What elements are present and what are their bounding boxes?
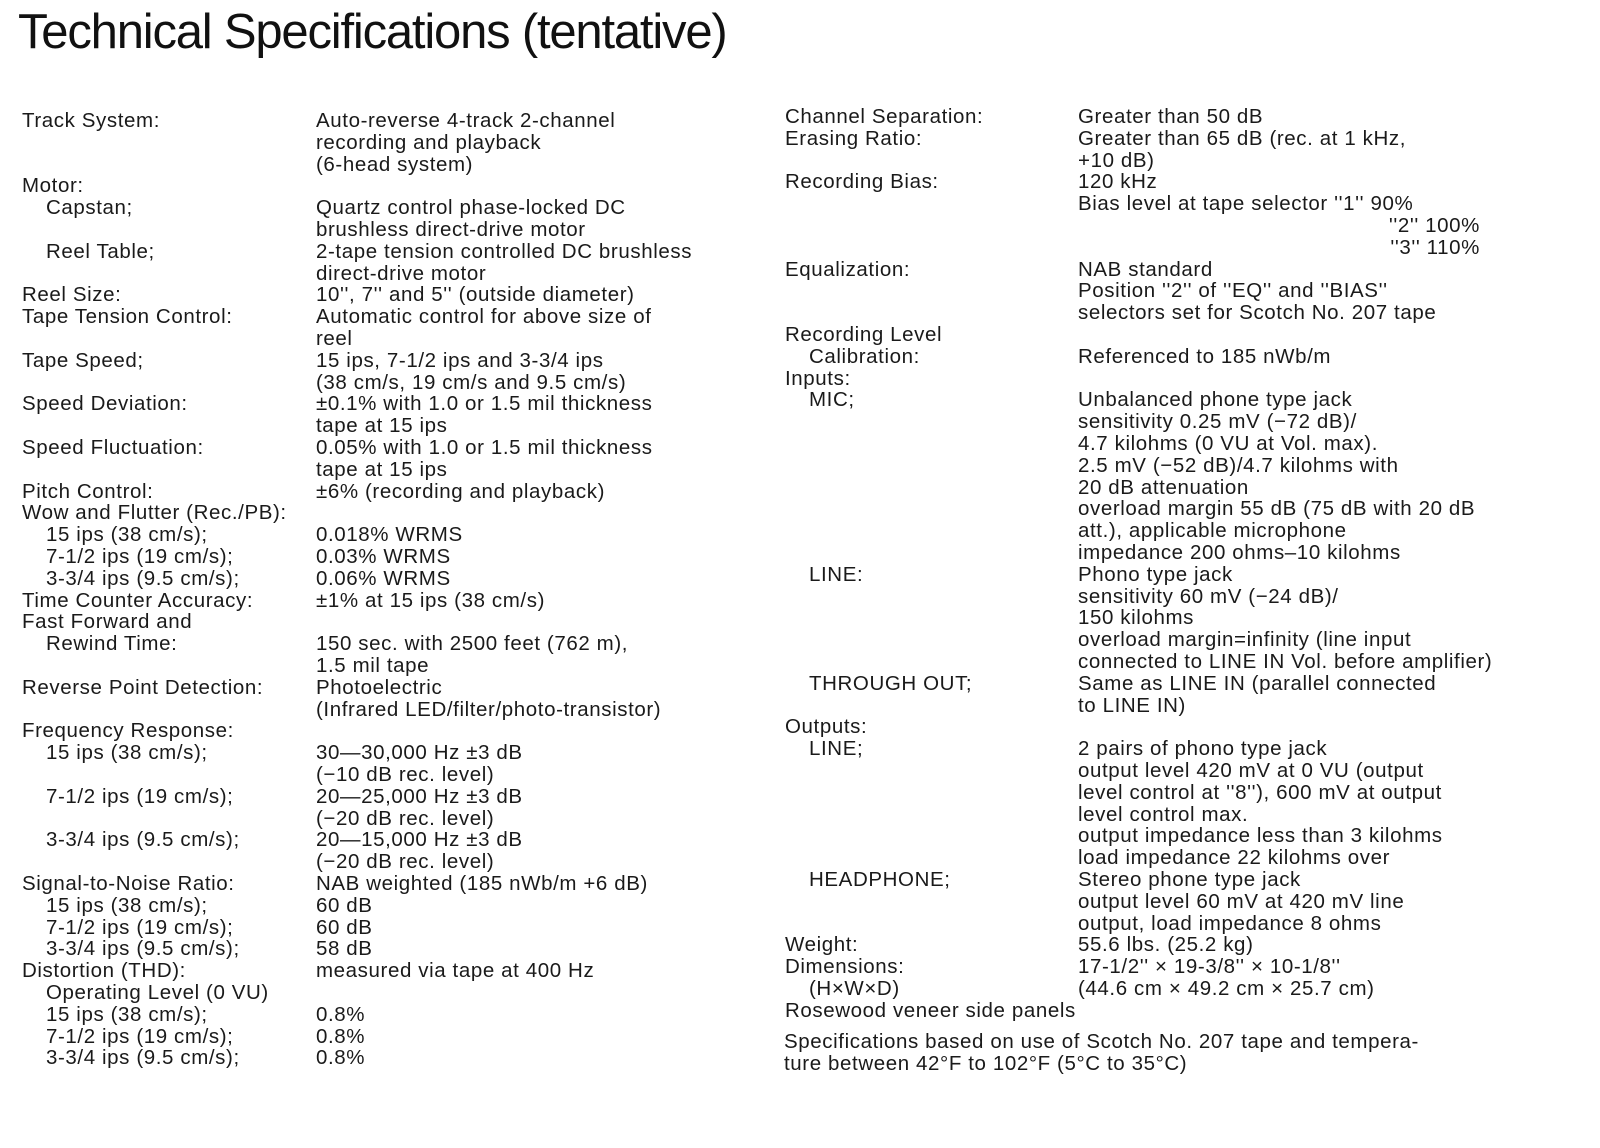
spec-label: Operating Level (0 VU) <box>46 981 269 1004</box>
spec-value: Auto-reverse 4-track 2-channel <box>316 109 616 132</box>
spec-value: 0.018% WRMS <box>316 523 463 547</box>
spec-row <box>0 520 1600 542</box>
spec-label: LINE; <box>809 737 864 761</box>
spec-value: Referenced to 185 nWb/m <box>1078 344 1332 368</box>
spec-value: 150 sec. with 2500 feet (762 m), <box>316 632 629 656</box>
spec-label: Track System: <box>22 109 161 132</box>
spec-value: 30—30,000 Hz ±3 dB <box>316 741 523 765</box>
spec-row <box>0 411 1600 433</box>
spec-label: Equalization: <box>785 257 911 281</box>
spec-value: 10'', 7'' and 5'' (outside diameter) <box>316 283 635 307</box>
spec-label: Speed Fluctuation: <box>22 436 204 459</box>
spec-value: to LINE IN) <box>1078 693 1186 717</box>
spec-label: Rosewood veneer side panels <box>785 998 1076 1022</box>
spec-value: (6-head system) <box>316 152 474 176</box>
spec-row <box>0 913 1600 935</box>
spec-value: measured via tape at 400 Hz <box>316 959 595 983</box>
spec-label: Tape Speed; <box>22 348 144 372</box>
spec-label: Inputs: <box>785 366 851 390</box>
footer-note-line-2: ture between 42°F to 102°F (5°C to 35°C) <box>784 1052 1188 1075</box>
spec-row <box>0 760 1600 782</box>
spec-label: Channel Separation: <box>785 105 984 128</box>
spec-label: Wow and Flutter (Rec./PB): <box>22 501 287 525</box>
spec-value: 0.8% <box>316 1046 366 1070</box>
spec-label: 7-1/2 ips (19 cm/s); <box>46 915 234 939</box>
spec-row <box>0 1000 1600 1022</box>
spec-value: level control at ''8''), 600 mV at output <box>1078 780 1442 804</box>
spec-value: 17-1/2'' × 19-3/8'' × 10-1/8'' <box>1078 955 1341 979</box>
spec-label: Speed Deviation: <box>22 392 188 416</box>
spec-row <box>0 150 1600 172</box>
spec-row <box>0 324 1600 346</box>
spec-value: 2-tape tension controlled DC brushless <box>316 239 693 263</box>
spec-label: THROUGH OUT; <box>809 671 973 695</box>
spec-label: Rewind Time: <box>46 632 178 656</box>
spec-label: Pitch Control: <box>22 479 154 503</box>
spec-label: Calibration: <box>809 344 920 368</box>
spec-value: Unbalanced phone type jack <box>1078 388 1353 412</box>
spec-value: 120 kHz <box>1078 170 1158 194</box>
spec-value: Stereo phone type jack <box>1078 868 1301 891</box>
spec-value: Greater than 50 dB <box>1078 105 1264 128</box>
spec-value: ±0.1% with 1.0 or 1.5 mil thickness <box>316 392 653 416</box>
spec-row <box>0 847 1600 869</box>
spec-label: 15 ips (38 cm/s); <box>46 523 208 547</box>
spec-label: Motor: <box>22 174 84 198</box>
spec-row <box>0 542 1600 564</box>
spec-value: brushless direct-drive motor <box>316 218 586 241</box>
spec-value: NAB standard <box>1078 257 1213 281</box>
spec-row <box>0 477 1600 499</box>
spec-value: overload margin=infinity (line input <box>1078 628 1412 652</box>
spec-value: sensitivity 0.25 mV (−72 dB)/ <box>1078 410 1357 434</box>
spec-label: Erasing Ratio: <box>785 126 923 150</box>
spec-row <box>0 891 1600 913</box>
spec-label: LINE: <box>809 562 864 586</box>
spec-label: Tape Tension Control: <box>22 305 233 329</box>
spec-label: Capstan; <box>46 196 133 220</box>
spec-value: Automatic control for above size of <box>316 305 652 329</box>
spec-value: Quartz control phase-locked DC <box>316 196 626 220</box>
spec-label: 15 ips (38 cm/s); <box>46 893 208 917</box>
spec-label: Fast Forward and <box>22 610 193 634</box>
spec-label: Recording Bias: <box>785 170 939 194</box>
spec-row <box>0 193 1600 215</box>
spec-value: (38 cm/s, 19 cm/s and 9.5 cm/s) <box>316 370 627 394</box>
spec-row <box>0 128 1600 150</box>
spec-row <box>0 498 1600 520</box>
spec-value: (−10 dB rec. level) <box>316 763 495 786</box>
spec-value: 20—15,000 Hz ±3 dB <box>316 828 523 852</box>
spec-value: 0.8% <box>316 1024 366 1048</box>
spec-label: 3-3/4 ips (9.5 cm/s); <box>46 937 240 961</box>
spec-row <box>0 695 1600 717</box>
spec-row <box>0 782 1600 804</box>
spec-value: (−20 dB rec. level) <box>316 850 495 874</box>
spec-row <box>0 629 1600 651</box>
spec-value: reel <box>316 327 353 350</box>
spec-value: tape at 15 ips <box>316 457 448 481</box>
spec-label: 15 ips (38 cm/s); <box>46 741 208 765</box>
spec-value: 2 pairs of phono type jack <box>1078 737 1328 761</box>
spec-row <box>0 171 1600 193</box>
spec-value: att.), applicable microphone <box>1078 519 1347 543</box>
spec-value: output impedance less than 3 kilohms <box>1078 824 1443 848</box>
spec-row <box>0 346 1600 368</box>
spec-value: 20—25,000 Hz ±3 dB <box>316 784 523 808</box>
spec-value: ''3'' 110% <box>1390 235 1480 259</box>
spec-value: 60 dB <box>316 915 373 939</box>
spec-label: MIC; <box>809 388 855 412</box>
spec-value: 60 dB <box>316 893 373 917</box>
spec-label: Reel Size: <box>22 283 122 307</box>
spec-row <box>0 716 1600 738</box>
spec-value: direct-drive motor <box>316 261 487 285</box>
spec-label: Reel Table; <box>46 239 155 263</box>
spec-value: load impedance 22 kilohms over <box>1078 846 1390 870</box>
spec-label: Outputs: <box>785 715 868 739</box>
spec-row <box>0 368 1600 390</box>
spec-value: selectors set for Scotch No. 207 tape <box>1078 301 1437 325</box>
spec-value: recording and playback <box>316 130 542 154</box>
spec-label: 7-1/2 ips (19 cm/s); <box>46 784 234 808</box>
spec-label: Distortion (THD): <box>22 959 186 983</box>
page-title: Technical Specifications (tentative) <box>18 5 727 59</box>
spec-value: 150 kilohms <box>1078 606 1194 630</box>
spec-row <box>0 215 1600 237</box>
spec-row <box>0 302 1600 324</box>
spec-label: 3-3/4 ips (9.5 cm/s); <box>46 1046 240 1070</box>
spec-value: 4.7 kilohms (0 VU at Vol. max). <box>1078 432 1379 455</box>
spec-value: (44.6 cm × 49.2 cm × 25.7 cm) <box>1078 977 1375 1000</box>
spec-value: level control max. <box>1078 802 1249 826</box>
spec-value: output, load impedance 8 ohms <box>1078 911 1382 935</box>
spec-value: 0.8% <box>316 1002 366 1026</box>
spec-label: Time Counter Accuracy: <box>22 588 254 612</box>
spec-row <box>0 956 1600 978</box>
spec-label: Recording Level <box>785 323 943 346</box>
spec-label: 15 ips (38 cm/s); <box>46 1002 208 1026</box>
spec-value: ±1% at 15 ips (38 cm/s) <box>316 588 545 612</box>
spec-value: Greater than 65 dB (rec. at 1 kHz, <box>1078 126 1407 150</box>
spec-row <box>0 978 1600 1000</box>
spec-label: 7-1/2 ips (19 cm/s); <box>46 545 234 568</box>
spec-value: ''2'' 100% <box>1388 214 1480 237</box>
spec-value: impedance 200 ohms–10 kilohms <box>1078 541 1401 564</box>
spec-value: (−20 dB rec. level) <box>316 806 495 830</box>
spec-label: Frequency Response: <box>22 719 234 743</box>
spec-value: Photoelectric <box>316 675 443 699</box>
spec-row <box>0 280 1600 302</box>
footer-note-line-1: Specifications based on use of Scotch No. 207 tape and tempera- <box>784 1030 1419 1053</box>
spec-value: 0.05% with 1.0 or 1.5 mil thickness <box>316 436 653 459</box>
spec-row <box>0 869 1600 891</box>
spec-row <box>0 586 1600 608</box>
spec-row <box>0 804 1600 826</box>
spec-value: connected to LINE IN Vol. before amplifier) <box>1078 650 1493 673</box>
spec-label: Weight: <box>785 933 859 957</box>
spec-value: 1.5 mil tape <box>316 654 430 677</box>
spec-value: 15 ips, 7-1/2 ips and 3-3/4 ips <box>316 348 604 372</box>
spec-row <box>0 738 1600 760</box>
spec-row <box>0 651 1600 673</box>
spec-row <box>0 455 1600 477</box>
spec-value: output level 60 mV at 420 mV line <box>1078 889 1405 913</box>
spec-value: tape at 15 ips <box>316 414 448 438</box>
spec-value: (Infrared LED/filter/photo-transistor) <box>316 697 662 721</box>
spec-value: Bias level at tape selector ''1'' 90% <box>1078 192 1414 216</box>
spec-value: 55.6 lbs. (25.2 kg) <box>1078 933 1254 957</box>
spec-label: 3-3/4 ips (9.5 cm/s); <box>46 566 240 590</box>
spec-value: 20 dB attenuation <box>1078 475 1249 499</box>
spec-value: ±6% (recording and playback) <box>316 479 605 503</box>
spec-row <box>0 934 1600 956</box>
spec-label: Signal-to-Noise Ratio: <box>22 872 235 895</box>
spec-value: +10 dB) <box>1078 148 1155 172</box>
spec-value: overload margin 55 dB (75 dB with 20 dB <box>1078 497 1476 521</box>
spec-label: (H×W×D) <box>809 977 900 1000</box>
spec-label: 3-3/4 ips (9.5 cm/s); <box>46 828 240 852</box>
spec-label: Reverse Point Detection: <box>22 675 264 699</box>
spec-row <box>0 673 1600 695</box>
spec-value: 0.03% WRMS <box>316 545 451 568</box>
spec-row <box>0 106 1600 128</box>
spec-value: 0.06% WRMS <box>316 566 451 590</box>
spec-value: 58 dB <box>316 937 373 961</box>
spec-label: 7-1/2 ips (19 cm/s); <box>46 1024 234 1048</box>
spec-value: Position ''2'' of ''EQ'' and ''BIAS'' <box>1078 279 1388 303</box>
spec-value: 2.5 mV (−52 dB)/4.7 kilohms with <box>1078 453 1399 477</box>
spec-row <box>0 237 1600 259</box>
spec-row <box>0 564 1600 586</box>
spec-row <box>0 389 1600 411</box>
spec-value: Phono type jack <box>1078 562 1233 586</box>
spec-row <box>0 259 1600 281</box>
spec-row <box>0 607 1600 629</box>
spec-value: sensitivity 60 mV (−24 dB)/ <box>1078 584 1339 608</box>
spec-label: HEADPHONE; <box>809 868 951 891</box>
spec-value: output level 420 mV at 0 VU (output <box>1078 759 1424 782</box>
spec-value: Same as LINE IN (parallel connected <box>1078 671 1437 695</box>
spec-row <box>0 433 1600 455</box>
spec-row <box>0 825 1600 847</box>
spec-value: NAB weighted (185 nWb/m +6 dB) <box>316 872 648 895</box>
spec-label: Dimensions: <box>785 955 905 979</box>
